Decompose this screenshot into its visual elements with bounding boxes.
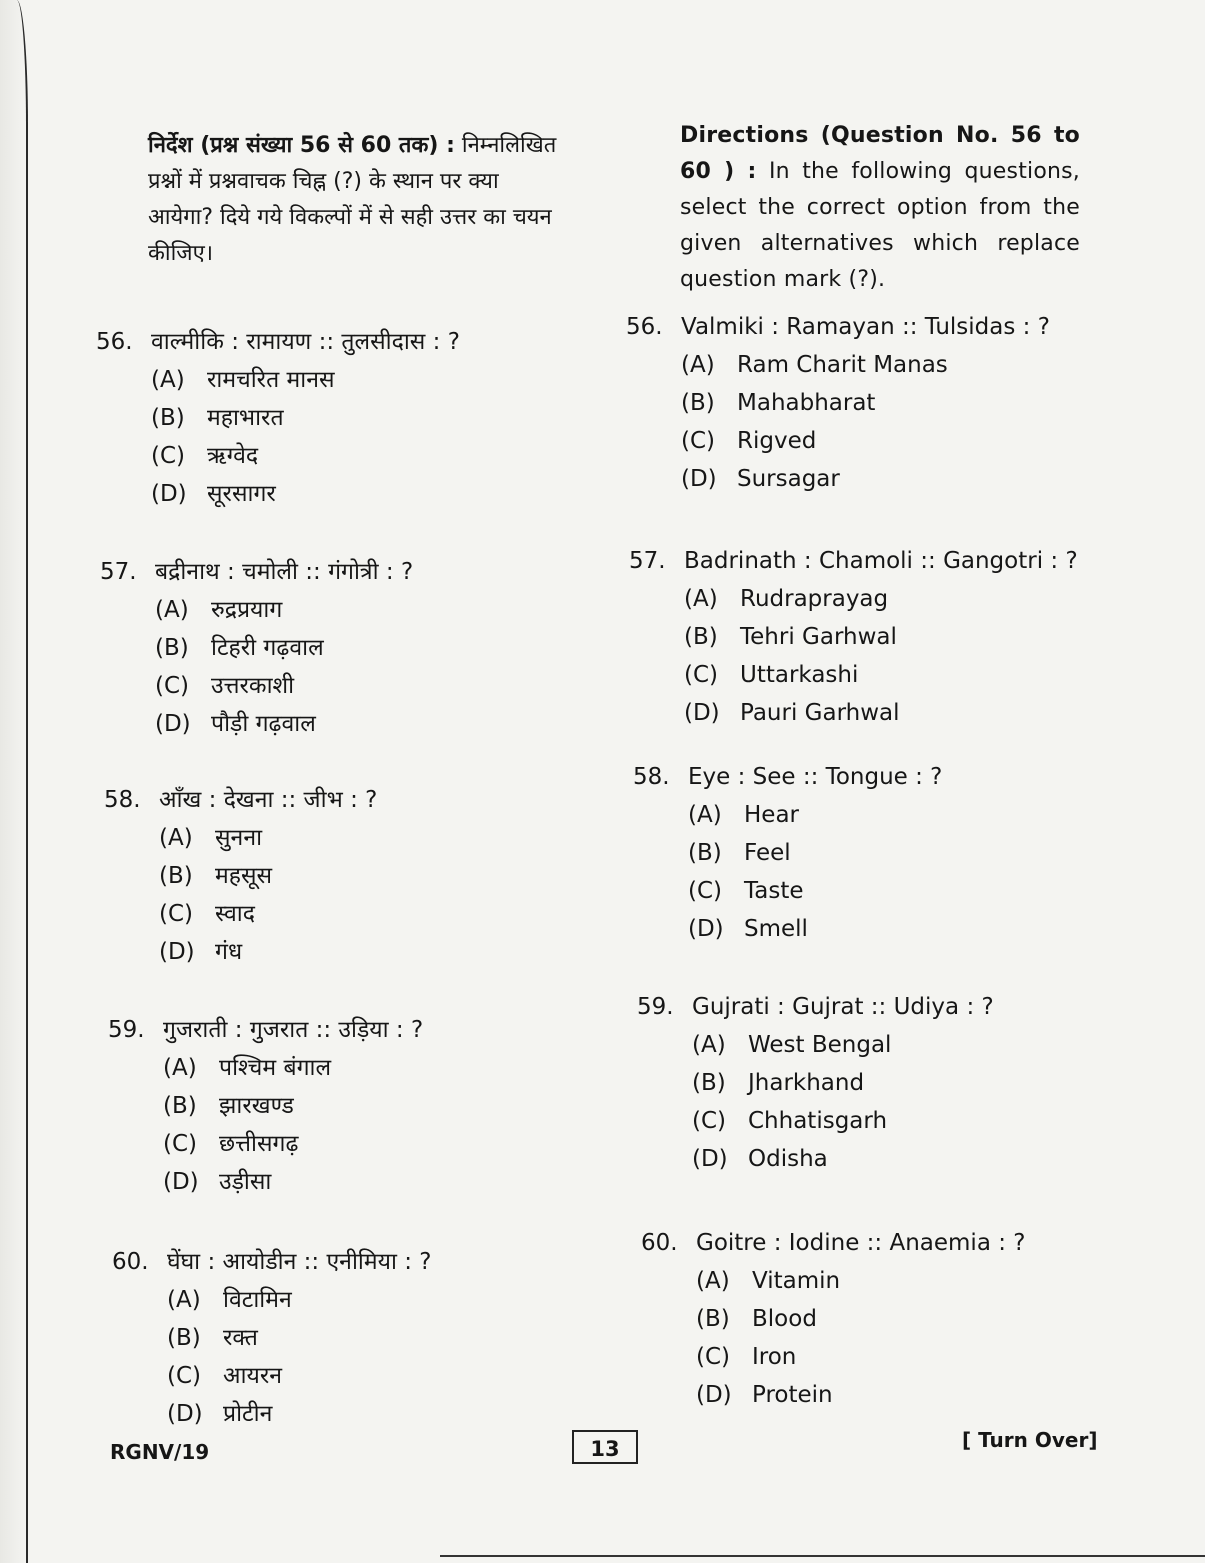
- option-key: (A): [684, 586, 718, 612]
- option-key: (C): [684, 662, 719, 688]
- option-value: प्रोटीन: [223, 1401, 273, 1427]
- question-text: Valmiki : Ramayan :: Tulsidas : ?: [681, 314, 1050, 340]
- option-value: Smell: [744, 916, 808, 942]
- option-value: Blood: [752, 1306, 817, 1332]
- option-key: (D): [681, 466, 717, 492]
- question-number: 59.: [637, 994, 674, 1020]
- option-key: (A): [688, 802, 722, 828]
- question-text: Eye : See :: Tongue : ?: [688, 764, 943, 790]
- option-key: (B): [681, 390, 715, 416]
- option-d: [104, 934, 377, 972]
- option-key: (D): [155, 711, 191, 737]
- option-value: सूरसागर: [207, 481, 276, 507]
- option-a: [96, 362, 460, 400]
- directions-hindi-body: निम्नलिखित प्रश्नों में प्रश्नवाचक चिह्न (?) के स्थान पर क्या आयेगा? दिये गये विकल्पों में से सही उत्तर का चयन कीजिए।: [148, 133, 557, 266]
- option-key: (D): [163, 1169, 199, 1195]
- option-key: (B): [692, 1070, 726, 1096]
- question-number: 56.: [626, 314, 663, 340]
- turn-over-label: [ Turn Over]: [962, 1428, 1098, 1452]
- option-value: स्वाद: [215, 901, 255, 927]
- option-c: [96, 438, 460, 476]
- option-a: [637, 1032, 994, 1070]
- option-b: [100, 630, 413, 668]
- option-key: (B): [684, 624, 718, 650]
- option-c: [108, 1126, 423, 1164]
- option-value: रामचरित मानस: [207, 367, 335, 393]
- option-d: [100, 706, 413, 744]
- option-value: Odisha: [748, 1146, 828, 1172]
- option-value: Rudraprayag: [740, 586, 889, 612]
- option-value: झारखण्ड: [219, 1093, 294, 1119]
- option-c: [112, 1358, 432, 1396]
- option-value: Protein: [752, 1382, 833, 1408]
- option-value: उड़ीसा: [219, 1169, 272, 1195]
- question-number: 56.: [96, 329, 133, 355]
- option-d: [629, 700, 1078, 738]
- option-c: [637, 1108, 994, 1146]
- option-key: (C): [167, 1363, 202, 1389]
- directions-hindi: [148, 128, 558, 272]
- option-d: [96, 476, 460, 514]
- question-text: गुजराती : गुजरात :: उड़िया : ?: [163, 1017, 424, 1043]
- option-key: (B): [163, 1093, 197, 1119]
- option-key: (D): [696, 1382, 732, 1408]
- option-c: [641, 1344, 1026, 1382]
- option-b: [629, 624, 1078, 662]
- option-value: गंध: [215, 939, 243, 965]
- option-key: (B): [167, 1325, 201, 1351]
- question-text: Gujrati : Gujrat :: Udiya : ?: [692, 994, 994, 1020]
- option-c: [629, 662, 1078, 700]
- option-d: [112, 1396, 432, 1434]
- question-text: वाल्मीकि : रामायण :: तुलसीदास : ?: [151, 329, 460, 355]
- option-b: [112, 1320, 432, 1358]
- option-key: (C): [696, 1344, 731, 1370]
- option-value: पौड़ी गढ़वाल: [211, 711, 316, 737]
- option-d: [637, 1146, 994, 1184]
- question-text: Badrinath : Chamoli :: Gangotri : ?: [684, 548, 1078, 574]
- question-en-58: [633, 764, 942, 954]
- option-key: (A): [696, 1268, 730, 1294]
- directions-english: [680, 118, 1080, 298]
- question-number: 58.: [104, 787, 141, 813]
- option-value: Ram Charit Manas: [737, 352, 948, 378]
- option-a: [633, 802, 942, 840]
- option-key: (D): [688, 916, 724, 942]
- option-key: (C): [688, 878, 723, 904]
- option-b: [108, 1088, 423, 1126]
- option-a: [629, 586, 1078, 624]
- option-key: (C): [155, 673, 190, 699]
- option-value: उत्तरकाशी: [211, 673, 295, 699]
- option-key: (A): [681, 352, 715, 378]
- option-value: विटामिन: [223, 1287, 292, 1313]
- option-value: Feel: [744, 840, 791, 866]
- option-d: [108, 1164, 423, 1202]
- option-value: पश्चिम बंगाल: [219, 1055, 332, 1081]
- question-number: 58.: [633, 764, 670, 790]
- option-d: [641, 1382, 1026, 1420]
- option-value: Pauri Garhwal: [740, 700, 900, 726]
- question-number: 59.: [108, 1017, 145, 1043]
- question-hi-56: [96, 324, 460, 514]
- option-a: [112, 1282, 432, 1320]
- option-a: [104, 820, 377, 858]
- question-text: Goitre : Iodine :: Anaemia : ?: [696, 1230, 1026, 1256]
- option-value: Mahabharat: [737, 390, 876, 416]
- option-key: (D): [684, 700, 720, 726]
- question-en-59: [637, 994, 994, 1184]
- option-key: (B): [151, 405, 185, 431]
- option-b: [641, 1306, 1026, 1344]
- option-value: महाभारत: [207, 405, 284, 431]
- option-value: महसूस: [215, 863, 273, 889]
- option-key: (C): [159, 901, 194, 927]
- option-value: Taste: [744, 878, 804, 904]
- option-value: Chhatisgarh: [748, 1108, 888, 1134]
- option-value: Iron: [752, 1344, 797, 1370]
- option-value: West Bengal: [748, 1032, 892, 1058]
- option-value: सुनना: [215, 825, 263, 851]
- option-value: रक्त: [223, 1325, 258, 1351]
- option-key: (D): [692, 1146, 728, 1172]
- question-en-56: [626, 314, 1050, 504]
- option-d: [626, 466, 1050, 504]
- question-number: 57.: [629, 548, 666, 574]
- question-en-60: [641, 1230, 1026, 1420]
- option-key: (C): [681, 428, 716, 454]
- bottom-border-line: [440, 1555, 1205, 1557]
- question-text: आँख : देखना :: जीभ : ?: [159, 787, 378, 813]
- option-key: (B): [688, 840, 722, 866]
- directions-hindi-lead: निर्देश (प्रश्न संख्या 56 से 60 तक) :: [148, 133, 455, 158]
- option-a: [641, 1268, 1026, 1306]
- option-key: (A): [159, 825, 193, 851]
- option-key: (C): [692, 1108, 727, 1134]
- option-value: रुद्रप्रयाग: [211, 597, 283, 623]
- option-value: Vitamin: [752, 1268, 841, 1294]
- option-key: (C): [151, 443, 186, 469]
- question-en-57: [629, 548, 1078, 738]
- option-a: [100, 592, 413, 630]
- option-key: (C): [163, 1131, 198, 1157]
- option-key: (A): [163, 1055, 197, 1081]
- option-b: [626, 390, 1050, 428]
- option-b: [96, 400, 460, 438]
- option-key: (D): [151, 481, 187, 507]
- option-value: Jharkhand: [748, 1070, 865, 1096]
- directions-english-body: In the following questions, select the correct option from the given alternatives which replace question mark (?).: [680, 159, 1080, 292]
- question-hi-57: [100, 554, 413, 744]
- option-d: [633, 916, 942, 954]
- option-key: (A): [151, 367, 185, 393]
- option-c: [626, 428, 1050, 466]
- directions-english-lead: Directions (Question No. 56 to 60 ) :: [680, 123, 1080, 184]
- option-b: [637, 1070, 994, 1108]
- option-value: आयरन: [223, 1363, 283, 1389]
- question-text: घेंघा : आयोडीन :: एनीमिया : ?: [167, 1249, 432, 1275]
- option-key: (A): [692, 1032, 726, 1058]
- option-a: [626, 352, 1050, 390]
- option-a: [108, 1050, 423, 1088]
- option-key: (B): [155, 635, 189, 661]
- paper-code: RGNV/19: [110, 1440, 210, 1464]
- option-value: Hear: [744, 802, 799, 828]
- option-key: (B): [696, 1306, 730, 1332]
- option-key: (A): [167, 1287, 201, 1313]
- option-key: (D): [159, 939, 195, 965]
- option-value: टिहरी गढ़वाल: [211, 635, 324, 661]
- question-number: 57.: [100, 559, 137, 585]
- option-c: [633, 878, 942, 916]
- option-value: Rigved: [737, 428, 817, 454]
- page-number: 13: [572, 1430, 638, 1464]
- option-key: (B): [159, 863, 193, 889]
- option-b: [104, 858, 377, 896]
- question-hi-60: [112, 1244, 432, 1434]
- option-value: Tehri Garhwal: [740, 624, 897, 650]
- question-number: 60.: [641, 1230, 678, 1256]
- question-hi-58: [104, 782, 377, 972]
- option-value: Sursagar: [737, 466, 840, 492]
- option-c: [104, 896, 377, 934]
- option-c: [100, 668, 413, 706]
- question-text: बद्रीनाथ : चमोली :: गंगोत्री : ?: [155, 559, 414, 585]
- torn-left-edge: [0, 0, 28, 1563]
- question-hi-59: [108, 1012, 423, 1202]
- option-b: [633, 840, 942, 878]
- option-key: (A): [155, 597, 189, 623]
- option-key: (D): [167, 1401, 203, 1427]
- option-value: छत्तीसगढ़: [219, 1131, 299, 1157]
- option-value: ऋग्वेद: [207, 443, 259, 469]
- question-number: 60.: [112, 1249, 149, 1275]
- option-value: Uttarkashi: [740, 662, 859, 688]
